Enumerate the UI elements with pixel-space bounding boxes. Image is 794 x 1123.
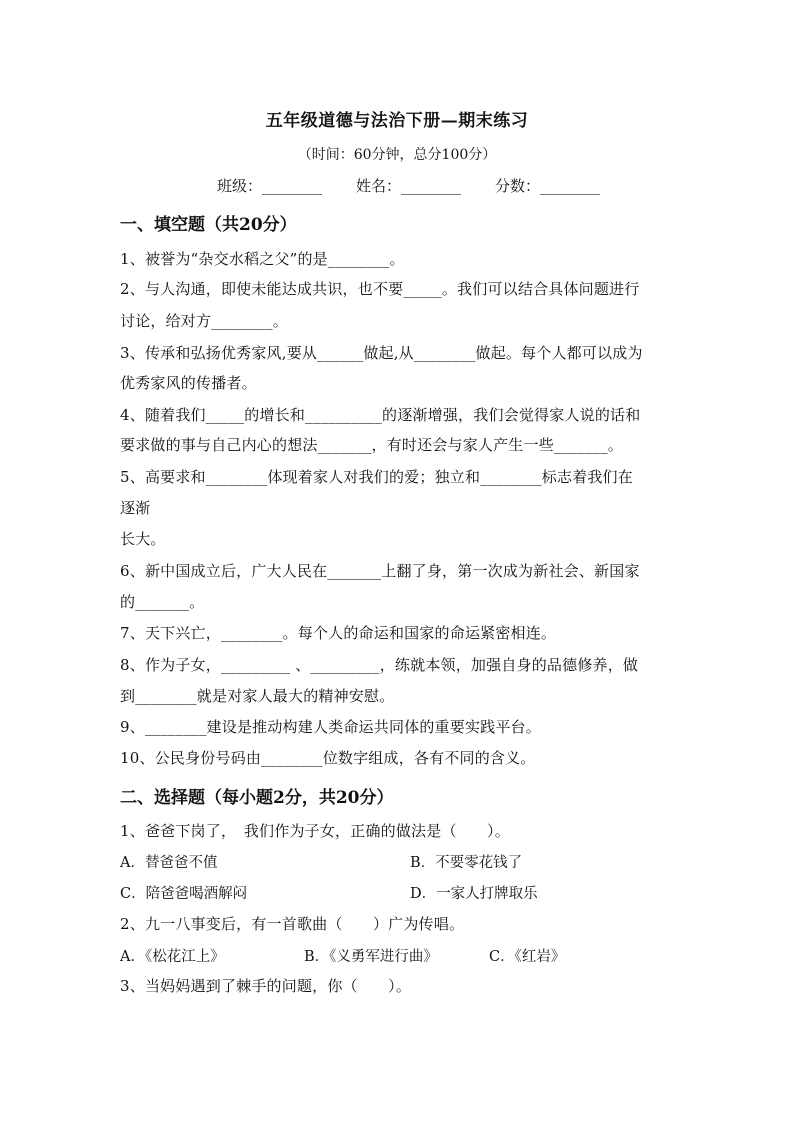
section-heading-fill-blank: 一、填空题（共20分） <box>120 215 297 235</box>
page-title: 五年级道德与法治下册—期末练习 <box>265 111 529 131</box>
option-a[interactable]: A．替爸爸不值 <box>120 855 218 871</box>
question-line: 2、与人沟通，即使未能达成共识，也不要_____。我们可以结合具体问题进行 <box>120 280 640 298</box>
question-line: 讨论，给对方________。 <box>120 312 289 330</box>
option-d[interactable]: D．一家人打牌取乐 <box>410 886 538 902</box>
time-score-note: （时间：60分钟，总分100分） <box>297 147 497 163</box>
question-line: 8、作为子女，_________ 、_________，练就本领，加强自身的品德修养，做 <box>120 656 639 674</box>
question-line: 长大。 <box>120 530 166 548</box>
question-line: 到________就是对家人最大的精神安慰。 <box>120 687 395 705</box>
question-line: 10、公民身份号码由________位数字组成，各有不同的含义。 <box>120 749 536 767</box>
question-line: 4、随着我们_____的增长和__________的逐渐增强，我们会觉得家人说的话和 <box>120 406 641 424</box>
question-stem: 1、爸爸下岗了， 我们作为子女，正确的做法是（ ）。 <box>120 822 510 840</box>
option-b[interactable]: B．不要零花钱了 <box>410 855 523 871</box>
class-field[interactable]: 班级：________ <box>217 177 323 195</box>
option-c[interactable]: C．《红岩》 <box>489 949 566 965</box>
question-line: 的_______。 <box>120 593 205 611</box>
question-stem: 2、九一八事变后，有一首歌曲（ ）广为传唱。 <box>120 915 465 933</box>
question-stem: 3、当妈妈遇到了棘手的问题，你（ ）。 <box>120 977 412 995</box>
student-info-row <box>217 175 600 196</box>
question-line: 6、新中国成立后，广大人民在_______上翻了身，第一次成为新社会、新国家 <box>120 562 640 580</box>
option-c[interactable]: C．陪爸爸喝酒解闷 <box>120 886 248 902</box>
question-line: 1、被誉为“杂交水稻之父”的是________。 <box>120 250 405 268</box>
name-field[interactable]: 姓名：________ <box>356 177 462 195</box>
section-heading-multiple-choice: 二、选择题（每小题2分，共20分） <box>120 788 394 808</box>
question-line: 7、天下兴亡，________。每个人的命运和国家的命运紧密相连。 <box>120 624 557 642</box>
question-line: 3、传承和弘扬优秀家风,要从______做起,从________做起。每个人都可以成为 <box>120 344 643 362</box>
option-b[interactable]: B．《义勇军进行曲》 <box>304 949 438 965</box>
question-line: 优秀家风的传播者。 <box>120 374 257 392</box>
option-a[interactable]: A．《松花江上》 <box>120 949 225 965</box>
question-line: 逐渐 <box>120 499 151 517</box>
question-line: 5、高要求和________体现着家人对我们的爱；独立和________标志着我们在 <box>120 468 633 486</box>
question-line: 要求做的事与自己内心的想法_______，有时还会与家人产生一些_______。 <box>120 436 624 454</box>
score-field[interactable]: 分数：________ <box>495 177 601 195</box>
question-line: 9、________建设是推动构建人类命运共同体的重要实践平台。 <box>120 718 541 736</box>
